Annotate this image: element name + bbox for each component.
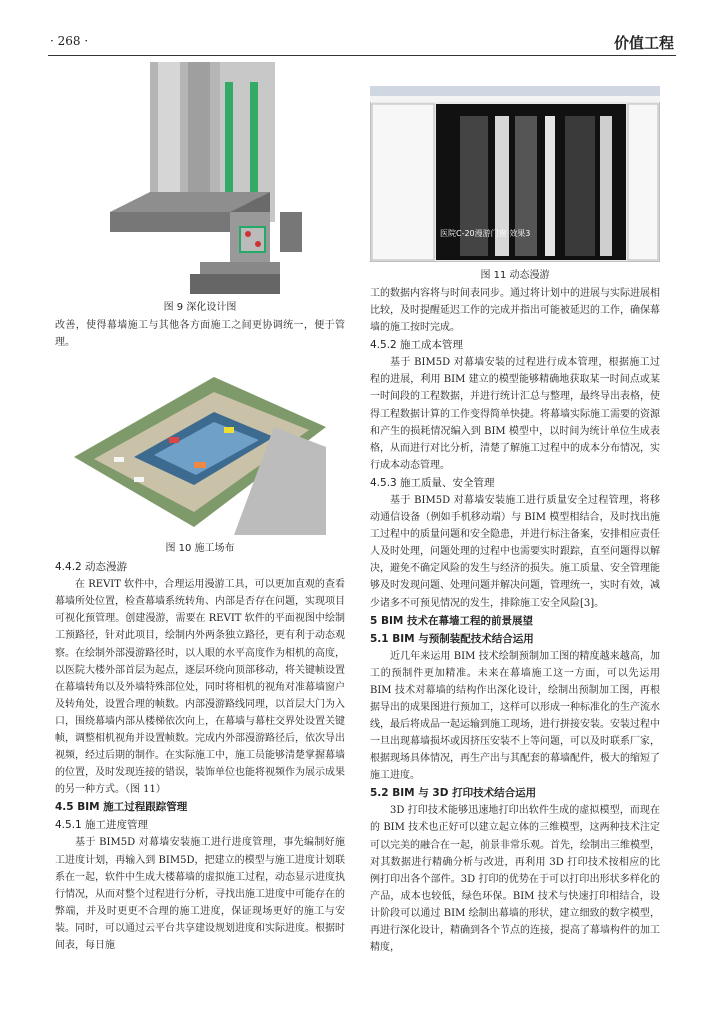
section-heading-4-5-3: 4.5.3 施工质量、安全管理 bbox=[370, 476, 495, 489]
paragraph: 基于 BIM5D 对幕墙安装施工进行进度管理，事先编制好施工进度计划，再输入到 BIM5D，把建立的模型与施工进度计划联系在一起，软件中生成大楼幕墙的虚拟施工过程，动态显示进度执行情况，从而对整个过程进行分析，寻找出施工进度中可能存在的弊端，并及时更更不合理的施工进度，保证现场更好的施工与安装。同时，可以通过云平台共享建设规划进度和实际进度。根据时间表，每日施 bbox=[55, 837, 345, 951]
right-column bbox=[370, 62, 660, 956]
figure-10 bbox=[74, 367, 326, 535]
paragraph: 在 REVIT 软件中，合理运用漫游工具，可以更加直观的查看幕墙所处位置，检查幕墙系统转角、内部是否存在问题，实现项目可视化预管理。创建漫游，需要在 REVIT 软件的平面视图中绘制工预路径，针对此项目，绘制内外两条独立路径，更有利于动态观察。在绘制外部漫游路径时，以人眼的水平高度作为相机的高度，以医院大楼外部首层为起点，逐层环绕向顶部移动，将关键帧设置在幕墙转角以及外墙特殊部位处，同时将相机的视角对准幕墙窗户及转角处，设置合理的帧数。内部漫游路线同理，以首层大门为入口，围绕幕墙内部从楼梯依次向上，在幕墙与幕柱交界处设置关键帧，调整相机视角并设置帧数。完成内外部漫游路径后，依次导出视频，经过后期的制作。在实际施工中，施工员能够清楚掌握幕墙的位置，及时发现连接的错误，装饰单位也能将视频作为展示成果的另一种方式。（图 11） bbox=[55, 579, 345, 796]
dynamic-roaming-screenshot bbox=[370, 86, 660, 262]
paragraph: 工的数据内容将与时间表同步。通过将计划中的进展与实际进展相比较，及时提醒延迟工作的完成并指出可能被延迟的工作，确保幕墙的施工按时完成。 bbox=[370, 288, 660, 334]
figure-11-caption: 图 11 动态漫游 bbox=[480, 270, 550, 281]
section-heading-5: 5 BIM 技术在幕墙工程的前景展望 bbox=[370, 614, 533, 627]
header-rule bbox=[48, 55, 676, 56]
roaming-view-label: 医院C-20漫游门窗 效果3 bbox=[440, 229, 531, 238]
figure-10-caption: 图 10 施工场布 bbox=[165, 543, 235, 555]
section-heading-5-1: 5.1 BIM 与预制装配技术结合运用 bbox=[370, 632, 534, 645]
left-column bbox=[55, 62, 345, 954]
section-heading-4-5: 4.5 BIM 施工过程跟踪管理 bbox=[55, 801, 188, 814]
paragraph: 基于 BIM5D 对幕墙安装的过程进行成本管理，根据施工过程的进展，利用 BIM 建立的模型能够精确地获取某一时间点或某一时间段的工程数据，并进行统计汇总与整理，最终导出表格，使得工程数据计算的工作变得简单快捷。将幕墙实际施工需要的资源和产生的损耗情况编入到 BIM 模型中，以时间为统计单位生成表格，从而进行对比分析，清楚了解施工过程中的成本分布情况，实行成本动态管理。 bbox=[370, 357, 660, 471]
section-heading-4-4-2: 4.4.2 动态漫游 bbox=[55, 561, 128, 574]
figure-9 bbox=[80, 62, 320, 294]
section-heading-4-5-2: 4.5.2 施工成本管理 bbox=[370, 339, 464, 352]
journal-title: 价值工程 bbox=[613, 34, 674, 52]
paragraph: 3D 打印技术能够迅速地打印出软件生成的虚拟模型，而现在的 BIM 技术也正好可以建立起立体的三维模型，这两种技术注定可以完美的融合在一起，前景非常乐观。首先，绘制出三维模型，对其数据进行精确分析与改进，再利用 3D 打印技术按相应的比例打印出各个部件。3D 打印的优势在于可以打印出形状多样化的产品，成本也较低，绿色环保。BIM 技术与快速打印相结合，设计阶段可以通过 BIM 绘制出幕墙的形状，建立细致的数字模型，再进行深化设计，精确到各个节点的连接，提高了幕墙构件的加工精度， bbox=[370, 805, 660, 954]
construction-site-image bbox=[74, 367, 326, 535]
paragraph: 近几年来运用 BIM 技术绘制预制加工图的精度越来越高，加工的预制件更加精准。未来在幕墙施工这一方面，可以先运用 BIM 技术对幕墙的结构作出深化设计，绘制出预制加工图，再根据导出的成果图进行预加工，这样可以形成一种标准化的生产流水线，最后将成品一起运输到施工现场，进行拼接安装。安装过程中一旦出现幕墙损坏或因挤压安装不上等问题，可以及时联系厂家，根据现场具体情况，再生产出与其配套的幕墙配件，极大的缩短了施工进度。 bbox=[370, 650, 660, 782]
detail-design-image bbox=[80, 62, 320, 294]
section-heading-5-2: 5.2 BIM 与 3D 打印技术结合运用 bbox=[370, 787, 537, 800]
paragraph: 改善，使得幕墙施工与其他各方面施工之间更协调统一，便于管理。 bbox=[55, 320, 345, 349]
section-heading-4-5-1: 4.5.1 施工进度管理 bbox=[55, 819, 149, 832]
paragraph: 基于 BIM5D 对幕墙安装施工进行质量安全过程管理，将移动通信设备（例如手机移动端）与 BIM 模型相结合，及时找出施工过程中的质量问题和安全隐患，并进行标注备案，安排相应责任人及时处理，问题处理的过程中也需要实时跟踪，直至问题得以解决，避免不确定风险的发生与经济的损失。施工质量、安全管理能够及时发现问题、处理问题并解决问题，管理统一，实时有效，减少诸多不可预见情况的发生，排除施工安全风险[3]。 bbox=[370, 494, 660, 609]
figure-11 bbox=[370, 86, 660, 262]
figure-9-caption: 图 9 深化设计图 bbox=[163, 302, 237, 313]
page-number: · 268 · bbox=[50, 34, 89, 48]
